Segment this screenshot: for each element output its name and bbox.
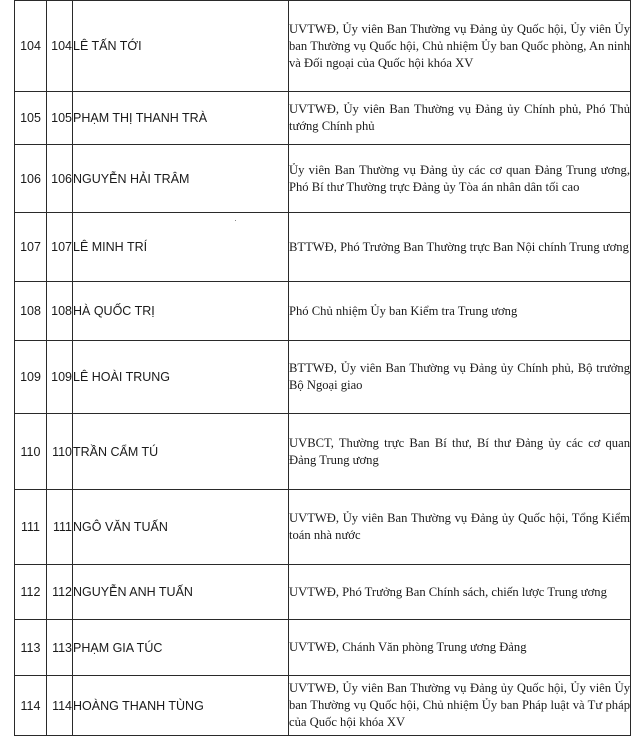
person-position: BTTWĐ, Phó Trưởng Ban Thường trực Ban Nội chính Trung ương: [289, 213, 631, 282]
row-index: 112: [15, 565, 47, 620]
person-name: LÊ TẤN TỚI: [73, 1, 289, 92]
row-number: 109: [47, 341, 73, 414]
row-index: 108: [15, 282, 47, 341]
row-number: 112: [47, 565, 73, 620]
table-row: [15, 490, 631, 565]
person-position: UVTWĐ, Ủy viên Ban Thường vụ Đảng ủy Quốc hội, Ủy viên Ủy ban Thường vụ Quốc hội, Chủ nhiệm Ủy ban Pháp luật và Tư pháp của Quốc hội khóa XV: [289, 676, 631, 736]
person-position: UVBCT, Thường trực Ban Bí thư, Bí thư Đảng ủy các cơ quan Đảng Trung ương: [289, 414, 631, 490]
table-row: [15, 213, 631, 282]
row-number: 111: [47, 490, 73, 565]
row-number: 107: [47, 213, 73, 282]
row-index: 104: [15, 1, 47, 92]
personnel-table: [14, 0, 631, 736]
row-number: 106: [47, 145, 73, 213]
row-number: 108: [47, 282, 73, 341]
table-row: [15, 565, 631, 620]
row-number: 105: [47, 92, 73, 145]
row-index: 109: [15, 341, 47, 414]
person-position: UVTWĐ, Ủy viên Ban Thường vụ Đảng ủy Chính phủ, Phó Thủ tướng Chính phủ: [289, 92, 631, 145]
person-name: HÀ QUỐC TRỊ: [73, 282, 289, 341]
person-name: NGÔ VĂN TUẤN: [73, 490, 289, 565]
row-index: 110: [15, 414, 47, 490]
row-index: 106: [15, 145, 47, 213]
table-row: [15, 620, 631, 676]
person-name: NGUYỄN ANH TUẤN: [73, 565, 289, 620]
table-row: [15, 676, 631, 736]
row-index: 105: [15, 92, 47, 145]
row-index: 111: [15, 490, 47, 565]
table-row: [15, 341, 631, 414]
person-position: Phó Chủ nhiệm Ủy ban Kiểm tra Trung ương: [289, 282, 631, 341]
person-position: UVTWĐ, Phó Trưởng Ban Chính sách, chiến lược Trung ương: [289, 565, 631, 620]
row-number: 113: [47, 620, 73, 676]
person-position: Ủy viên Ban Thường vụ Đảng ủy các cơ quan Đảng Trung ương, Phó Bí thư Thường trực Đảng ủy Tòa án nhân dân tối cao: [289, 145, 631, 213]
person-position: UVTWĐ, Ủy viên Ban Thường vụ Đảng ủy Quốc hội, Ủy viên Ủy ban Thường vụ Quốc hội, Chủ nhiệm Ủy ban Quốc phòng, An ninh và Đối ngoại của Quốc hội khóa XV: [289, 1, 631, 92]
person-position: BTTWĐ, Ủy viên Ban Thường vụ Đảng ủy Chính phủ, Bộ trưởng Bộ Ngoại giao: [289, 341, 631, 414]
person-position: UVTWĐ, Chánh Văn phòng Trung ương Đảng: [289, 620, 631, 676]
person-name: PHẠM THỊ THANH TRÀ: [73, 92, 289, 145]
row-index: 113: [15, 620, 47, 676]
person-position: UVTWĐ, Ủy viên Ban Thường vụ Đảng ủy Quốc hội, Tổng Kiểm toán nhà nước: [289, 490, 631, 565]
person-name: PHẠM GIA TÚC: [73, 620, 289, 676]
table-row: [15, 145, 631, 213]
person-name: LÊ MINH TRÍ: [73, 213, 289, 282]
row-number: 110: [47, 414, 73, 490]
person-name: NGUYỄN HẢI TRÂM: [73, 145, 289, 213]
row-number: 104: [47, 1, 73, 92]
person-name: HOÀNG THANH TÙNG: [73, 676, 289, 736]
row-index: 114: [15, 676, 47, 736]
person-name: TRẦN CẨM TÚ: [73, 414, 289, 490]
table-row: [15, 282, 631, 341]
table-row: [15, 1, 631, 92]
table-row: [15, 92, 631, 145]
table-row: [15, 414, 631, 490]
person-name: LÊ HOÀI TRUNG: [73, 341, 289, 414]
row-number: 114: [47, 676, 73, 736]
row-index: 107: [15, 213, 47, 282]
scan-speck: [235, 220, 236, 221]
